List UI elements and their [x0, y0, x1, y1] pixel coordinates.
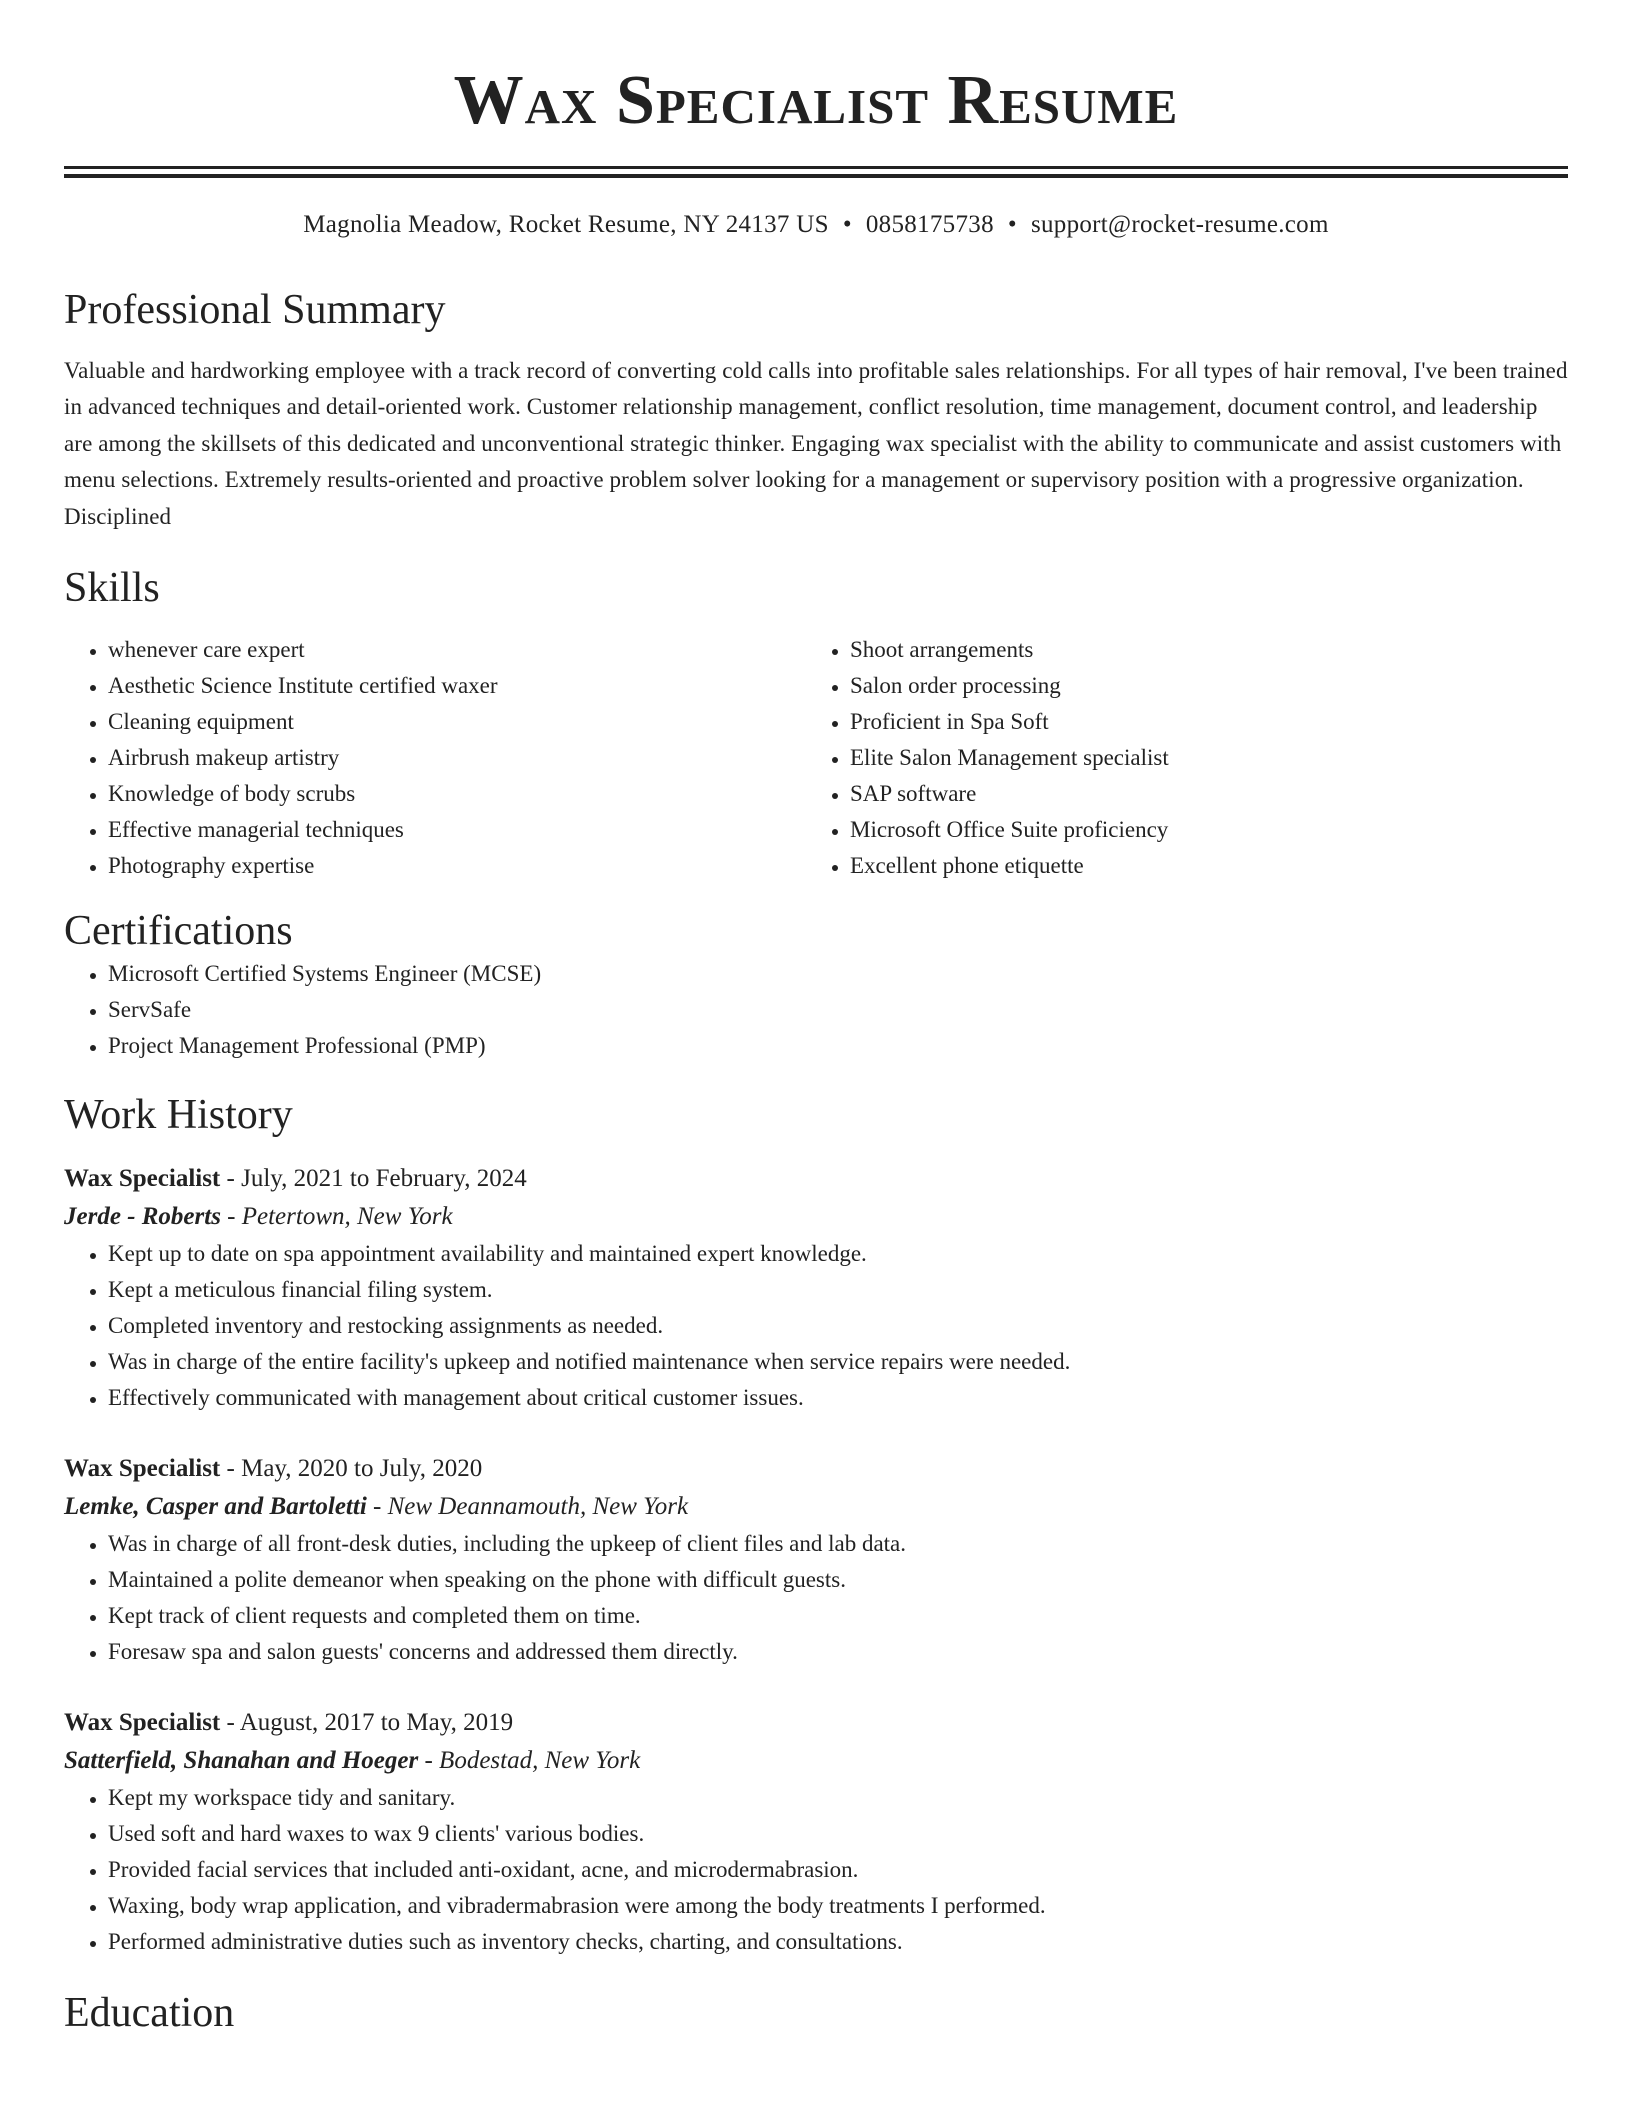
contact-address: Magnolia Meadow, Rocket Resume, NY 24137 US [303, 211, 829, 238]
skill-item: • Excellent phone etiquette [850, 848, 1548, 884]
summary-text: Valuable and hardworking employee with a track record of converting cold calls into profitable sales relationships. For all types of hair removal, I've been trained in advanced techniques and detail-oriented work. Customer relationship management, conflict resolution, time management, document control, and leadership are among the skillsets of this dedicated and unconventional strategic thinker. Engaging wax specialist with the ability to communicate and assist customers with menu selections. Extremely results-oriented and proactive problem solver looking for a management or supervisory position with a progressive organization. Disciplined [64, 358, 1568, 529]
work-history-heading: Work History [64, 1092, 293, 1139]
skills-column-left [64, 632, 806, 884]
skills-columns [64, 632, 1568, 884]
job-employer-line [64, 1198, 1568, 1236]
job-location: - Bodestad, New York [418, 1747, 641, 1775]
job-duty-item: • Kept my workspace tidy and sanitary. [108, 1780, 1568, 1816]
contact-separator: • [842, 211, 852, 238]
skills-list-left [64, 632, 806, 884]
resume-title: Wax Specialist Resume [453, 62, 1179, 139]
job-duty-item: • Was in charge of all front-desk duties, including the upkeep of client files and lab data. [108, 1526, 1568, 1562]
job-duty-item: • Performed administrative duties such as inventory checks, charting, and consultations. [108, 1924, 1568, 1960]
certification-item: • Project Management Professional (PMP) [108, 1028, 1568, 1064]
job-duty-item: • Used soft and hard waxes to wax 9 clients' various bodies. [108, 1816, 1568, 1852]
skills-list-right [806, 632, 1548, 884]
title-double-rule [64, 166, 1568, 178]
skills-column-right [806, 632, 1548, 884]
job-company: Lemke, Casper and Bartoletti [64, 1493, 367, 1521]
certifications-list [64, 956, 1568, 1064]
job-employer-line [64, 1742, 1568, 1780]
job-title-line [64, 1160, 1568, 1198]
skill-item: • Photography expertise [108, 848, 806, 884]
job-title: Wax Specialist [64, 1455, 221, 1483]
contact-email: support@rocket-resume.com [1030, 211, 1329, 238]
skill-item: • SAP software [850, 776, 1548, 812]
job-duty-item: • Foresaw spa and salon guests' concerns and addressed them directly. [108, 1634, 1568, 1670]
job-duty-item: • Maintained a polite demeanor when speaking on the phone with difficult guests. [108, 1562, 1568, 1598]
job-employer-line [64, 1488, 1568, 1526]
certification-item: • ServSafe [108, 992, 1568, 1028]
job-duty-item: • Effectively communicated with management about critical customer issues. [108, 1380, 1568, 1416]
job-company: Satterfield, Shanahan and Hoeger [64, 1747, 419, 1775]
contact-separator: • [1007, 211, 1017, 238]
job-duty-item: • Kept track of client requests and completed them on time. [108, 1598, 1568, 1634]
job-duties-list [64, 1526, 1568, 1670]
job-duty-item: • Kept up to date on spa appointment availability and maintained expert knowledge. [108, 1236, 1568, 1272]
job-entry [64, 1450, 1568, 1670]
job-location: - Petertown, New York [220, 1203, 453, 1231]
skill-item: • Effective managerial techniques [108, 812, 806, 848]
job-duty-item: • Was in charge of the entire facility's upkeep and notified maintenance when service repairs were needed. [108, 1344, 1568, 1380]
summary-heading: Professional Summary [64, 287, 446, 333]
job-dates: - August, 2017 to May, 2019 [220, 1709, 514, 1737]
certification-item: • Microsoft Certified Systems Engineer (MCSE) [108, 956, 1568, 992]
job-dates: - May, 2020 to July, 2020 [220, 1455, 483, 1483]
skill-item: • Shoot arrangements [850, 632, 1548, 668]
job-duties-list [64, 1236, 1568, 1416]
job-title: Wax Specialist [64, 1165, 221, 1193]
job-location: - New Deannamouth, New York [366, 1493, 689, 1521]
contact-phone: 0858175738 [865, 211, 994, 238]
job-title: Wax Specialist [64, 1709, 221, 1737]
skills-heading: Skills [64, 565, 160, 612]
skill-item: • Airbrush makeup artistry [108, 740, 806, 776]
contact-line [64, 208, 1568, 242]
skill-item: • Knowledge of body scrubs [108, 776, 806, 812]
job-title-line [64, 1704, 1568, 1742]
skill-item: • Aesthetic Science Institute certified waxer [108, 668, 806, 704]
job-entry [64, 1704, 1568, 1960]
education-heading: Education [64, 1990, 235, 2037]
skill-item: • Elite Salon Management specialist [850, 740, 1548, 776]
resume-page [64, 0, 1568, 2038]
job-duties-list [64, 1780, 1568, 1960]
skill-item: • Cleaning equipment [108, 704, 806, 740]
skill-item: • whenever care expert [108, 632, 806, 668]
job-duty-item: • Waxing, body wrap application, and vibradermabrasion were among the body treatments I performed. [108, 1888, 1568, 1924]
job-title-line [64, 1450, 1568, 1488]
certifications-heading: Certifications [64, 908, 293, 955]
skill-item: • Proficient in Spa Soft [850, 704, 1548, 740]
job-duty-item: • Provided facial services that included anti-oxidant, acne, and microdermabrasion. [108, 1852, 1568, 1888]
job-dates: - July, 2021 to February, 2024 [220, 1165, 527, 1193]
job-duty-item: • Completed inventory and restocking assignments as needed. [108, 1308, 1568, 1344]
job-company: Jerde - Roberts [64, 1203, 221, 1231]
skill-item: • Microsoft Office Suite proficiency [850, 812, 1548, 848]
job-duty-item: • Kept a meticulous financial filing system. [108, 1272, 1568, 1308]
job-entry [64, 1160, 1568, 1416]
skill-item: • Salon order processing [850, 668, 1548, 704]
